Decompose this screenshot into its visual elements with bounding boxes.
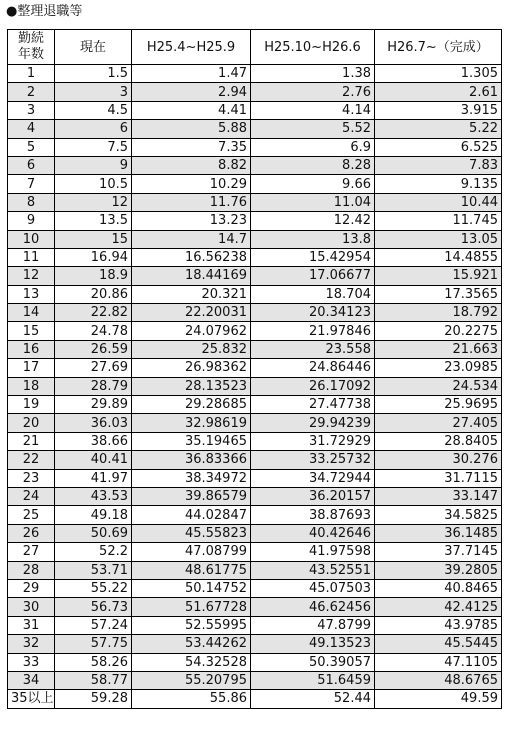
table-row (8, 635, 502, 653)
cell-period-b: 24.86446 (251, 359, 375, 377)
cell-period-b: 49.13523 (251, 635, 375, 653)
cell-period-c: 25.9695 (375, 396, 502, 414)
cell-period-b: 46.62456 (251, 598, 375, 616)
cell-years-of-service: 16 (8, 340, 55, 358)
table-row (8, 432, 502, 450)
cell-period-b: 43.52551 (251, 561, 375, 579)
cell-period-c: 48.6765 (375, 671, 502, 689)
header-period-b: H25.10~H26.6 (251, 30, 375, 65)
cell-years-of-service: 17 (8, 359, 55, 377)
cell-period-a: 53.44262 (132, 635, 251, 653)
cell-period-c: 6.525 (375, 138, 502, 156)
cell-years-of-service: 13 (8, 285, 55, 303)
table-row (8, 65, 502, 83)
cell-period-b: 21.97846 (251, 322, 375, 340)
cell-period-a: 10.29 (132, 175, 251, 193)
table-row (8, 653, 502, 671)
cell-current: 29.89 (55, 396, 132, 414)
cell-years-of-service: 14 (8, 304, 55, 322)
cell-years-of-service: 33 (8, 653, 55, 671)
cell-current: 58.26 (55, 653, 132, 671)
cell-period-c: 7.83 (375, 156, 502, 174)
cell-period-a: 13.23 (132, 212, 251, 230)
cell-years-of-service: 11 (8, 248, 55, 266)
cell-years-of-service: 29 (8, 579, 55, 597)
cell-period-c: 15.921 (375, 267, 502, 285)
cell-period-a: 54.32528 (132, 653, 251, 671)
cell-period-c: 20.2275 (375, 322, 502, 340)
cell-period-b: 6.9 (251, 138, 375, 156)
cell-period-c: 2.61 (375, 83, 502, 101)
cell-period-a: 29.28685 (132, 396, 251, 414)
cell-current: 10.5 (55, 175, 132, 193)
cell-current: 6 (55, 120, 132, 138)
cell-current: 56.73 (55, 598, 132, 616)
cell-period-b: 1.38 (251, 65, 375, 83)
cell-period-c: 39.2805 (375, 561, 502, 579)
cell-period-c: 14.4855 (375, 248, 502, 266)
cell-years-of-service: 30 (8, 598, 55, 616)
cell-current: 24.78 (55, 322, 132, 340)
header-current: 現在 (55, 30, 132, 65)
cell-period-b: 47.8799 (251, 616, 375, 634)
cell-years-of-service: 23 (8, 469, 55, 487)
cell-current: 49.18 (55, 506, 132, 524)
cell-years-of-service: 6 (8, 156, 55, 174)
table-row (8, 285, 502, 303)
cell-period-c: 43.9785 (375, 616, 502, 634)
cell-current: 53.71 (55, 561, 132, 579)
cell-period-c: 40.8465 (375, 579, 502, 597)
cell-period-c: 45.5445 (375, 635, 502, 653)
cell-years-of-service: 10 (8, 230, 55, 248)
cell-period-a: 35.19465 (132, 432, 251, 450)
table-row (8, 138, 502, 156)
table-row (8, 506, 502, 524)
cell-period-b: 20.34123 (251, 304, 375, 322)
cell-years-of-service: 32 (8, 635, 55, 653)
cell-period-b: 2.76 (251, 83, 375, 101)
table-row (8, 377, 502, 395)
cell-period-b: 27.47738 (251, 396, 375, 414)
cell-years-of-service: 21 (8, 432, 55, 450)
cell-period-c: 24.534 (375, 377, 502, 395)
cell-period-c: 49.59 (375, 690, 502, 708)
cell-period-c: 21.663 (375, 340, 502, 358)
cell-years-of-service: 4 (8, 120, 55, 138)
table-row (8, 396, 502, 414)
cell-period-b: 15.42954 (251, 248, 375, 266)
table-row (8, 304, 502, 322)
cell-period-a: 28.13523 (132, 377, 251, 395)
cell-period-c: 23.0985 (375, 359, 502, 377)
table-row (8, 487, 502, 505)
table-row (8, 193, 502, 211)
cell-period-a: 25.832 (132, 340, 251, 358)
cell-period-c: 5.22 (375, 120, 502, 138)
cell-period-a: 51.67728 (132, 598, 251, 616)
cell-years-of-service: 3 (8, 101, 55, 119)
cell-period-a: 55.86 (132, 690, 251, 708)
cell-years-of-service: 22 (8, 451, 55, 469)
header-years-line2: 年数 (17, 47, 44, 62)
cell-period-b: 18.704 (251, 285, 375, 303)
cell-period-b: 45.07503 (251, 579, 375, 597)
header-period-c: H26.7~（完成） (375, 30, 502, 65)
cell-period-a: 45.55823 (132, 524, 251, 542)
cell-period-c: 27.405 (375, 414, 502, 432)
cell-years-of-service: 31 (8, 616, 55, 634)
retirement-rate-table (7, 29, 502, 709)
cell-years-of-service: 25 (8, 506, 55, 524)
cell-period-a: 11.76 (132, 193, 251, 211)
cell-years-of-service: 28 (8, 561, 55, 579)
cell-years-of-service: 8 (8, 193, 55, 211)
cell-period-b: 36.20157 (251, 487, 375, 505)
cell-years-of-service: 7 (8, 175, 55, 193)
cell-current: 43.53 (55, 487, 132, 505)
cell-current: 59.28 (55, 690, 132, 708)
cell-years-of-service: 15 (8, 322, 55, 340)
cell-years-of-service: 18 (8, 377, 55, 395)
table-body (8, 65, 502, 709)
table-row (8, 561, 502, 579)
cell-current: 7.5 (55, 138, 132, 156)
cell-period-a: 2.94 (132, 83, 251, 101)
cell-period-a: 38.34972 (132, 469, 251, 487)
cell-period-a: 48.61775 (132, 561, 251, 579)
cell-period-b: 51.6459 (251, 671, 375, 689)
table-row (8, 359, 502, 377)
cell-period-b: 23.558 (251, 340, 375, 358)
table-header-row (8, 30, 502, 65)
cell-period-a: 8.82 (132, 156, 251, 174)
cell-period-c: 11.745 (375, 212, 502, 230)
cell-current: 18.9 (55, 267, 132, 285)
cell-period-a: 5.88 (132, 120, 251, 138)
table-row (8, 524, 502, 542)
cell-period-b: 31.72929 (251, 432, 375, 450)
cell-period-a: 24.07962 (132, 322, 251, 340)
cell-period-c: 37.7145 (375, 543, 502, 561)
cell-period-b: 11.04 (251, 193, 375, 211)
cell-period-b: 41.97598 (251, 543, 375, 561)
table-row (8, 671, 502, 689)
cell-period-b: 13.8 (251, 230, 375, 248)
cell-current: 1.5 (55, 65, 132, 83)
table-row (8, 322, 502, 340)
cell-period-b: 17.06677 (251, 267, 375, 285)
table-row (8, 340, 502, 358)
cell-period-a: 44.02847 (132, 506, 251, 524)
cell-period-c: 31.7115 (375, 469, 502, 487)
cell-period-a: 36.83366 (132, 451, 251, 469)
cell-period-c: 9.135 (375, 175, 502, 193)
cell-period-c: 42.4125 (375, 598, 502, 616)
cell-period-a: 16.56238 (132, 248, 251, 266)
header-period-a: H25.4~H25.9 (132, 30, 251, 65)
cell-current: 57.24 (55, 616, 132, 634)
cell-period-c: 10.44 (375, 193, 502, 211)
cell-years-of-service: 19 (8, 396, 55, 414)
cell-period-b: 40.42646 (251, 524, 375, 542)
table-row (8, 451, 502, 469)
cell-current: 40.41 (55, 451, 132, 469)
cell-years-of-service: 20 (8, 414, 55, 432)
cell-period-c: 28.8405 (375, 432, 502, 450)
table-row (8, 83, 502, 101)
cell-years-of-service: 24 (8, 487, 55, 505)
cell-current: 55.22 (55, 579, 132, 597)
cell-current: 28.79 (55, 377, 132, 395)
table-row (8, 579, 502, 597)
cell-current: 9 (55, 156, 132, 174)
cell-period-a: 22.20031 (132, 304, 251, 322)
cell-period-b: 26.17092 (251, 377, 375, 395)
cell-current: 15 (55, 230, 132, 248)
cell-years-of-service: 35以上 (8, 690, 55, 708)
cell-period-b: 4.14 (251, 101, 375, 119)
cell-current: 4.5 (55, 101, 132, 119)
cell-period-a: 26.98362 (132, 359, 251, 377)
cell-period-b: 9.66 (251, 175, 375, 193)
table-row (8, 414, 502, 432)
header-years-line1: 勤続 (17, 31, 44, 46)
cell-period-c: 34.5825 (375, 506, 502, 524)
cell-period-b: 33.25732 (251, 451, 375, 469)
cell-years-of-service: 12 (8, 267, 55, 285)
cell-period-c: 18.792 (375, 304, 502, 322)
cell-period-c: 3.915 (375, 101, 502, 119)
cell-period-a: 50.14752 (132, 579, 251, 597)
cell-years-of-service: 2 (8, 83, 55, 101)
table-row (8, 598, 502, 616)
cell-current: 52.2 (55, 543, 132, 561)
cell-current: 20.86 (55, 285, 132, 303)
cell-period-a: 7.35 (132, 138, 251, 156)
cell-period-c: 47.1105 (375, 653, 502, 671)
cell-period-a: 18.44169 (132, 267, 251, 285)
cell-current: 38.66 (55, 432, 132, 450)
cell-period-c: 13.05 (375, 230, 502, 248)
document-title: ●整理退職等 (6, 4, 83, 19)
table-row (8, 212, 502, 230)
cell-current: 26.59 (55, 340, 132, 358)
cell-period-c: 36.1485 (375, 524, 502, 542)
table-row (8, 267, 502, 285)
cell-period-a: 47.08799 (132, 543, 251, 561)
cell-period-a: 14.7 (132, 230, 251, 248)
cell-period-a: 1.47 (132, 65, 251, 83)
table-row (8, 120, 502, 138)
cell-period-b: 5.52 (251, 120, 375, 138)
cell-current: 16.94 (55, 248, 132, 266)
cell-years-of-service: 26 (8, 524, 55, 542)
cell-current: 22.82 (55, 304, 132, 322)
table-row (8, 543, 502, 561)
header-years-of-service (8, 30, 55, 65)
cell-current: 50.69 (55, 524, 132, 542)
table-row (8, 156, 502, 174)
cell-years-of-service: 5 (8, 138, 55, 156)
cell-current: 41.97 (55, 469, 132, 487)
table-row (8, 469, 502, 487)
cell-period-b: 38.87693 (251, 506, 375, 524)
cell-period-a: 4.41 (132, 101, 251, 119)
cell-current: 36.03 (55, 414, 132, 432)
cell-period-c: 33.147 (375, 487, 502, 505)
cell-period-a: 55.20795 (132, 671, 251, 689)
cell-period-b: 52.44 (251, 690, 375, 708)
cell-period-c: 1.305 (375, 65, 502, 83)
cell-period-b: 29.94239 (251, 414, 375, 432)
cell-period-b: 50.39057 (251, 653, 375, 671)
cell-period-a: 20.321 (132, 285, 251, 303)
cell-current: 27.69 (55, 359, 132, 377)
cell-years-of-service: 34 (8, 671, 55, 689)
cell-current: 58.77 (55, 671, 132, 689)
cell-years-of-service: 1 (8, 65, 55, 83)
cell-period-b: 12.42 (251, 212, 375, 230)
cell-current: 13.5 (55, 212, 132, 230)
cell-current: 3 (55, 83, 132, 101)
cell-period-a: 39.86579 (132, 487, 251, 505)
table-row (8, 248, 502, 266)
cell-current: 12 (55, 193, 132, 211)
cell-period-b: 34.72944 (251, 469, 375, 487)
cell-period-a: 32.98619 (132, 414, 251, 432)
table-row (8, 230, 502, 248)
table-row (8, 175, 502, 193)
cell-years-of-service: 27 (8, 543, 55, 561)
cell-period-c: 30.276 (375, 451, 502, 469)
table-row (8, 101, 502, 119)
table-row (8, 690, 502, 708)
cell-period-a: 52.55995 (132, 616, 251, 634)
cell-period-c: 17.3565 (375, 285, 502, 303)
cell-years-of-service: 9 (8, 212, 55, 230)
table-row (8, 616, 502, 634)
cell-current: 57.75 (55, 635, 132, 653)
cell-period-b: 8.28 (251, 156, 375, 174)
